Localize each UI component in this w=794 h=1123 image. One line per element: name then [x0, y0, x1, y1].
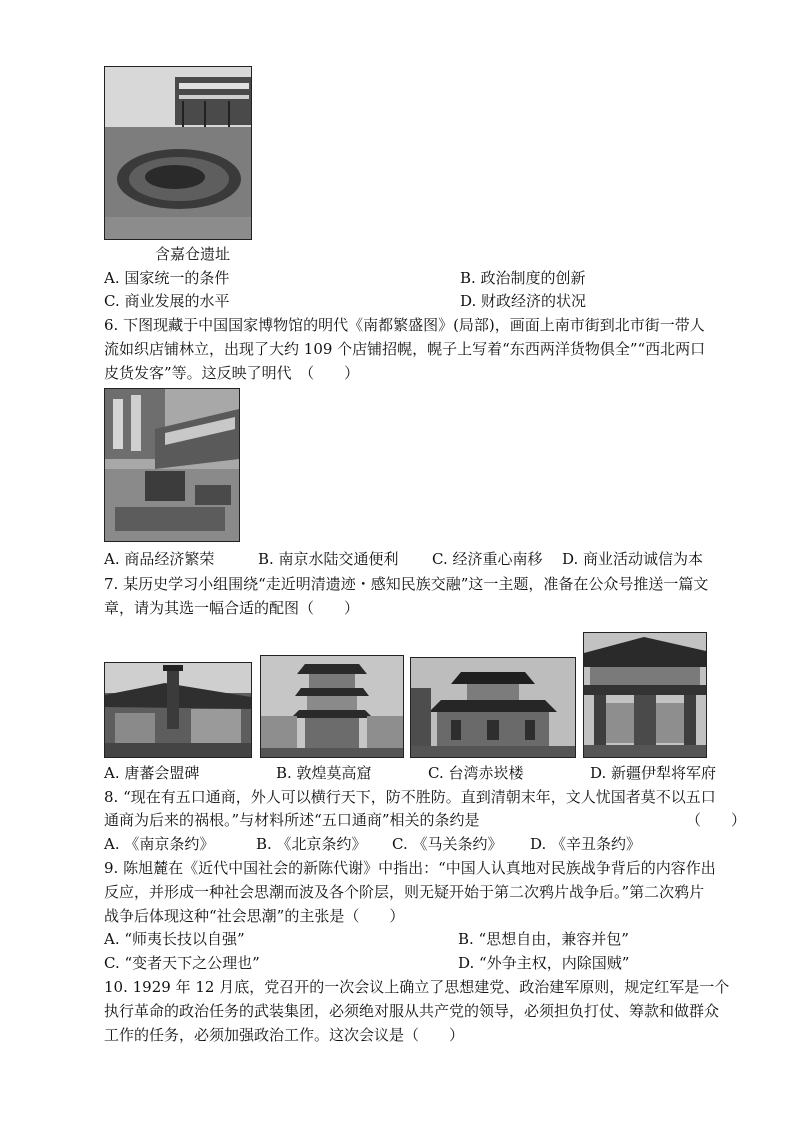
ili-photo-drawing — [584, 633, 706, 757]
q8-option-d[interactable]: D. 《辛丑条约》 — [530, 835, 642, 853]
chikan-tower-photo — [410, 657, 576, 758]
q8-stem-line-1: 8. “现在有五口通商，外人可以横行天下，防不胜防。直到清朝末年，文人忧国者莫不以五口 — [104, 788, 716, 806]
q8-answer-bracket: （ ） — [686, 811, 747, 829]
q5-option-c[interactable]: C. 商业发展的水平 — [104, 292, 230, 310]
q6-stem-line-2: 流如织店铺林立，出现了大约 109 个店铺招幌，幌子上写着“东西两洋货物俱全”“西北两口 — [104, 340, 706, 358]
granary-photo-drawing — [105, 67, 251, 239]
mogao-photo-drawing — [261, 656, 403, 757]
tangfan-stele-photo — [104, 662, 252, 758]
q5-option-d[interactable]: D. 财政经济的状况 — [460, 292, 587, 310]
hanjia-granary-photo — [104, 66, 252, 240]
q8-option-b[interactable]: B. 《北京条约》 — [256, 835, 367, 853]
q7-stem-line-2: 章，请为其选一幅合适的配图（ ） — [104, 599, 360, 617]
q6-option-b[interactable]: B. 南京水陆交通便利 — [258, 550, 399, 568]
q8-stem-line-2: 通商为后来的祸根。”与材料所述“五口通商”相关的条约是 — [104, 811, 480, 829]
dunhuang-mogao-photo — [260, 655, 404, 758]
q7-option-d[interactable]: D. 新疆伊犁将军府 — [590, 764, 717, 782]
q9-option-b[interactable]: B. “思想自由，兼容并包” — [458, 930, 629, 948]
q8-option-c[interactable]: C. 《马关条约》 — [392, 835, 503, 853]
q9-stem-line-2: 反应，并形成一种社会思潮而波及各个阶层，则无疑开始于第二次鸦片战争后。”第二次鸦片 — [104, 883, 705, 901]
ili-general-mansion-photo — [583, 632, 707, 758]
granary-caption: 含嘉仓遗址 — [155, 245, 231, 263]
q5-option-b[interactable]: B. 政治制度的创新 — [460, 269, 586, 287]
q6-stem-line-3: 皮货发客”等。这反映了明代 （ ） — [104, 364, 360, 382]
stele-photo-drawing — [105, 663, 251, 757]
painting-photo-drawing — [105, 389, 239, 541]
q9-option-a[interactable]: A. “师夷长技以自强” — [104, 930, 245, 948]
q7-option-c[interactable]: C. 台湾赤崁楼 — [428, 764, 524, 782]
q10-stem-line-3: 工作的任务，必须加强政治工作。这次会议是（ ） — [104, 1026, 465, 1044]
q9-stem-line-3: 战争后体现这种“社会思潮”的主张是（ ） — [104, 907, 405, 925]
q7-option-b[interactable]: B. 敦煌莫高窟 — [276, 764, 372, 782]
q7-option-a[interactable]: A. 唐蕃会盟碑 — [104, 764, 200, 782]
chikan-photo-drawing — [411, 658, 575, 757]
q6-option-d[interactable]: D. 商业活动诚信为本 — [562, 550, 704, 568]
nandu-painting-photo — [104, 388, 240, 542]
q6-option-c[interactable]: C. 经济重心南移 — [432, 550, 543, 568]
q5-option-a[interactable]: A. 国家统一的条件 — [104, 269, 230, 287]
q7-stem-line-1: 7. 某历史学习小组围绕“走近明清遗迹・感知民族交融”这一主题，准备在公众号推送一篇文 — [104, 575, 709, 593]
q10-stem-line-2: 执行革命的政治任务的武装集团，必须绝对服从共产党的领导，必须担负打仗、筹款和做群众 — [104, 1002, 720, 1020]
q6-stem-line-1: 6. 下图现藏于中国国家博物馆的明代《南都繁盛图》(局部)，画面上南市街到北市街一带人 — [104, 316, 705, 334]
q9-option-d[interactable]: D. “外争主权，内除国贼” — [458, 954, 630, 972]
q8-option-a[interactable]: A. 《南京条约》 — [104, 835, 215, 853]
q9-stem-line-1: 9. 陈旭麓在《近代中国社会的新陈代谢》中指出：“中国人认真地对民族战争背后的内容作出 — [104, 859, 716, 877]
q6-option-a[interactable]: A. 商品经济繁荣 — [104, 550, 215, 568]
q9-option-c[interactable]: C. “变者天下之公理也” — [104, 954, 260, 972]
q10-stem-line-1: 10. 1929 年 12 月底，党召开的一次会议上确立了思想建党、政治建军原则，规定红军是一个 — [104, 978, 730, 996]
